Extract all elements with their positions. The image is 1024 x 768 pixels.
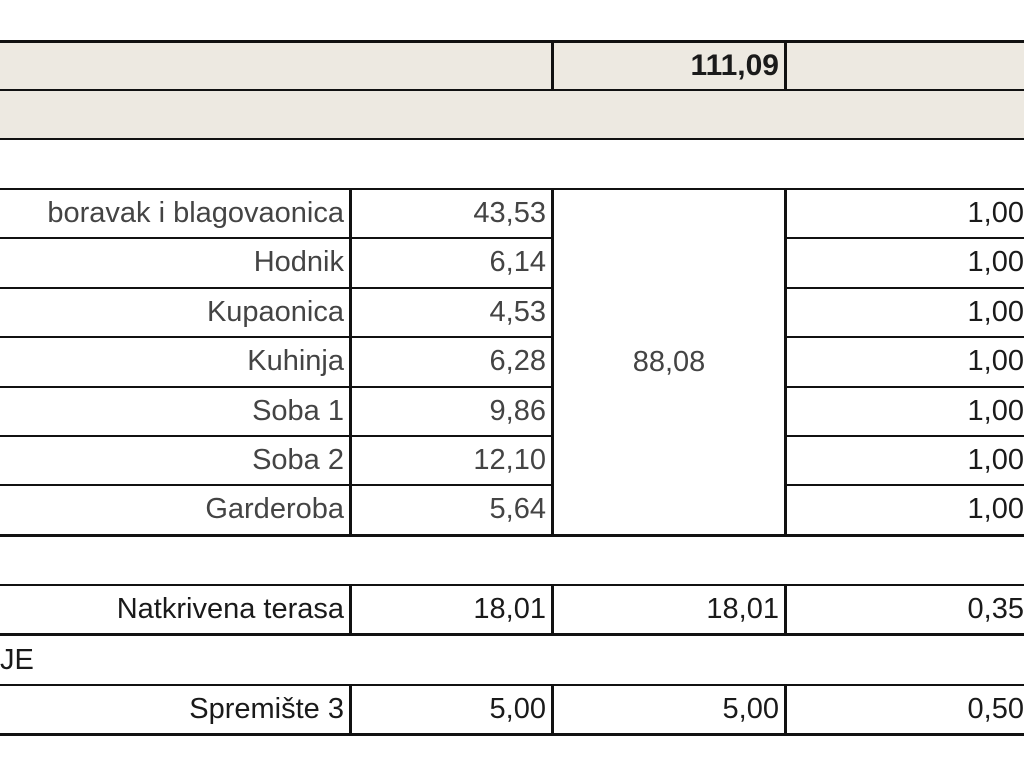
room-area[interactable]: 5,64 — [489, 493, 546, 525]
room-area[interactable]: 43,53 — [473, 197, 546, 229]
storage-coefficient[interactable]: 0,50 — [967, 693, 1024, 725]
grid-line — [786, 287, 1024, 289]
grid-line — [786, 484, 1024, 486]
storage-name[interactable]: Spremište 3 — [189, 693, 344, 725]
grid-line — [784, 40, 787, 91]
grid-line — [0, 684, 1024, 686]
storage-subtotal[interactable]: 5,00 — [722, 693, 779, 725]
grid-line — [0, 138, 1024, 140]
grid-line — [786, 336, 1024, 338]
total-area-value[interactable]: 111,09 — [690, 48, 779, 82]
room-coefficient[interactable]: 1,00 — [967, 345, 1024, 377]
grid-line — [0, 237, 350, 239]
grid-line — [351, 484, 553, 486]
grid-line — [786, 237, 1024, 239]
room-area[interactable]: 9,86 — [489, 395, 546, 427]
grid-line — [0, 534, 1024, 537]
grid-line — [784, 584, 787, 635]
grid-line — [0, 484, 350, 486]
grid-line — [786, 435, 1024, 437]
grid-line — [349, 684, 352, 735]
room-coefficient[interactable]: 1,00 — [967, 197, 1024, 229]
room-coefficient[interactable]: 1,00 — [967, 395, 1024, 427]
storage-section-label: JE — [0, 643, 34, 676]
grid-line — [351, 386, 553, 388]
room-area[interactable]: 12,10 — [473, 444, 546, 476]
grid-line — [351, 435, 553, 437]
room-name[interactable]: boravak i blagovaonica — [47, 197, 344, 229]
grid-line — [0, 336, 350, 338]
section-band — [0, 90, 1024, 139]
grid-line — [0, 584, 1024, 586]
grid-line — [0, 386, 350, 388]
grid-line — [349, 584, 352, 635]
room-name[interactable]: Soba 2 — [252, 444, 344, 476]
room-coefficient[interactable]: 1,00 — [967, 246, 1024, 278]
storage-area[interactable]: 5,00 — [489, 693, 546, 725]
grid-line — [786, 386, 1024, 388]
room-coefficient[interactable]: 1,00 — [967, 444, 1024, 476]
room-name[interactable]: Soba 1 — [252, 395, 344, 427]
terrace-subtotal[interactable]: 18,01 — [706, 593, 779, 625]
grid-line — [551, 684, 554, 735]
room-coefficient[interactable]: 1,00 — [967, 296, 1024, 328]
grid-line — [784, 684, 787, 735]
grid-line — [349, 188, 352, 536]
room-area[interactable]: 4,53 — [489, 296, 546, 328]
grid-line — [0, 40, 1024, 43]
grid-line — [351, 237, 553, 239]
grid-line — [0, 633, 1024, 636]
grid-line — [0, 435, 350, 437]
grid-line — [784, 188, 787, 536]
room-area[interactable]: 6,28 — [489, 345, 546, 377]
room-name[interactable]: Kupaonica — [206, 296, 344, 328]
header-row-bg — [0, 41, 1024, 90]
grid-line — [551, 188, 554, 536]
room-name[interactable]: Garderoba — [205, 493, 344, 525]
grid-line — [0, 89, 1024, 91]
room-coefficient[interactable]: 1,00 — [967, 493, 1024, 525]
room-name[interactable]: Kuhinja — [247, 345, 344, 377]
grid-line — [551, 40, 554, 91]
grid-line — [551, 584, 554, 635]
grid-line — [0, 733, 1024, 736]
grid-line — [351, 336, 553, 338]
terrace-name[interactable]: Natkrivena terasa — [116, 593, 344, 625]
room-area[interactable]: 6,14 — [489, 246, 546, 278]
grid-line — [0, 287, 350, 289]
rooms-subtotal[interactable]: 88,08 — [632, 345, 706, 378]
terrace-area[interactable]: 18,01 — [473, 593, 546, 625]
room-name[interactable]: Hodnik — [253, 246, 344, 278]
grid-line — [351, 287, 553, 289]
grid-line — [0, 188, 1024, 190]
terrace-coefficient[interactable]: 0,35 — [967, 593, 1024, 625]
